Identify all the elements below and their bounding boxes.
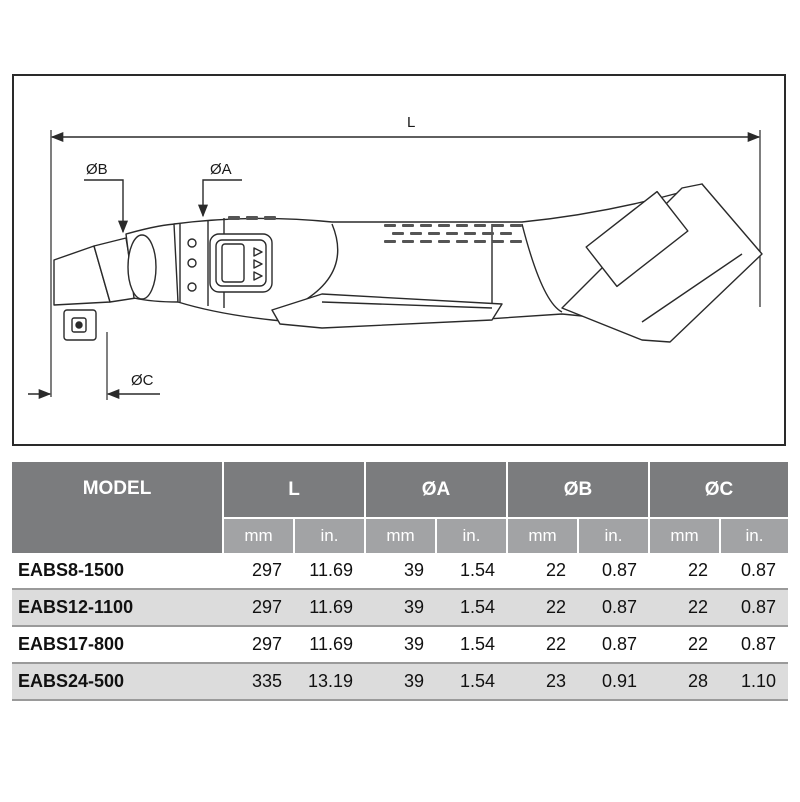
unit-header: mm — [223, 518, 294, 553]
value-cell: 0.87 — [578, 626, 649, 663]
table-row — [12, 626, 788, 663]
model-cell: EABS8-1500 — [12, 553, 223, 589]
technical-drawing-frame — [12, 74, 786, 446]
unit-header: in. — [720, 518, 788, 553]
column-header-model: MODEL — [12, 462, 223, 553]
column-header-A: ØA — [365, 462, 507, 518]
value-cell: 22 — [507, 626, 578, 663]
value-cell: 22 — [649, 589, 720, 626]
tool-body — [54, 184, 762, 342]
dimension-label-L: L — [407, 114, 416, 131]
value-cell: 1.54 — [436, 553, 507, 589]
value-cell: 39 — [365, 553, 436, 589]
value-cell: 297 — [223, 589, 294, 626]
value-cell: 1.54 — [436, 589, 507, 626]
unit-header: in. — [294, 518, 365, 553]
value-cell: 0.87 — [720, 589, 788, 626]
model-cell: EABS24-500 — [12, 663, 223, 700]
dimension-label-A: ØA — [210, 161, 232, 178]
model-cell: EABS12-1100 — [12, 589, 223, 626]
value-cell: 39 — [365, 589, 436, 626]
value-cell: 0.87 — [720, 553, 788, 589]
header-row-groups — [12, 462, 788, 518]
value-cell: 335 — [223, 663, 294, 700]
value-cell: 0.87 — [578, 589, 649, 626]
value-cell: 0.87 — [720, 626, 788, 663]
value-cell: 39 — [365, 663, 436, 700]
value-cell: 0.87 — [578, 553, 649, 589]
column-header-C: ØC — [649, 462, 788, 518]
leader-A — [203, 180, 242, 216]
model-cell: EABS17-800 — [12, 626, 223, 663]
value-cell: 11.69 — [294, 589, 365, 626]
table-row — [12, 553, 788, 589]
value-cell: 11.69 — [294, 626, 365, 663]
value-cell: 28 — [649, 663, 720, 700]
unit-header: in. — [578, 518, 649, 553]
value-cell: 1.54 — [436, 663, 507, 700]
value-cell: 39 — [365, 626, 436, 663]
table-row — [12, 589, 788, 626]
dimension-label-B: ØB — [86, 161, 108, 178]
column-header-L: L — [223, 462, 365, 518]
value-cell: 1.54 — [436, 626, 507, 663]
leader-B — [84, 180, 123, 232]
unit-header: mm — [365, 518, 436, 553]
unit-header: mm — [649, 518, 720, 553]
specifications-table — [12, 462, 788, 701]
column-header-B: ØB — [507, 462, 649, 518]
value-cell: 297 — [223, 626, 294, 663]
value-cell: 22 — [507, 553, 578, 589]
value-cell: 297 — [223, 553, 294, 589]
unit-header: in. — [436, 518, 507, 553]
value-cell: 13.19 — [294, 663, 365, 700]
value-cell: 1.10 — [720, 663, 788, 700]
value-cell: 23 — [507, 663, 578, 700]
value-cell: 11.69 — [294, 553, 365, 589]
unit-header: mm — [507, 518, 578, 553]
table-row — [12, 663, 788, 700]
dimension-label-C: ØC — [131, 372, 154, 389]
value-cell: 22 — [649, 626, 720, 663]
value-cell: 22 — [507, 589, 578, 626]
value-cell: 22 — [649, 553, 720, 589]
value-cell: 0.91 — [578, 663, 649, 700]
